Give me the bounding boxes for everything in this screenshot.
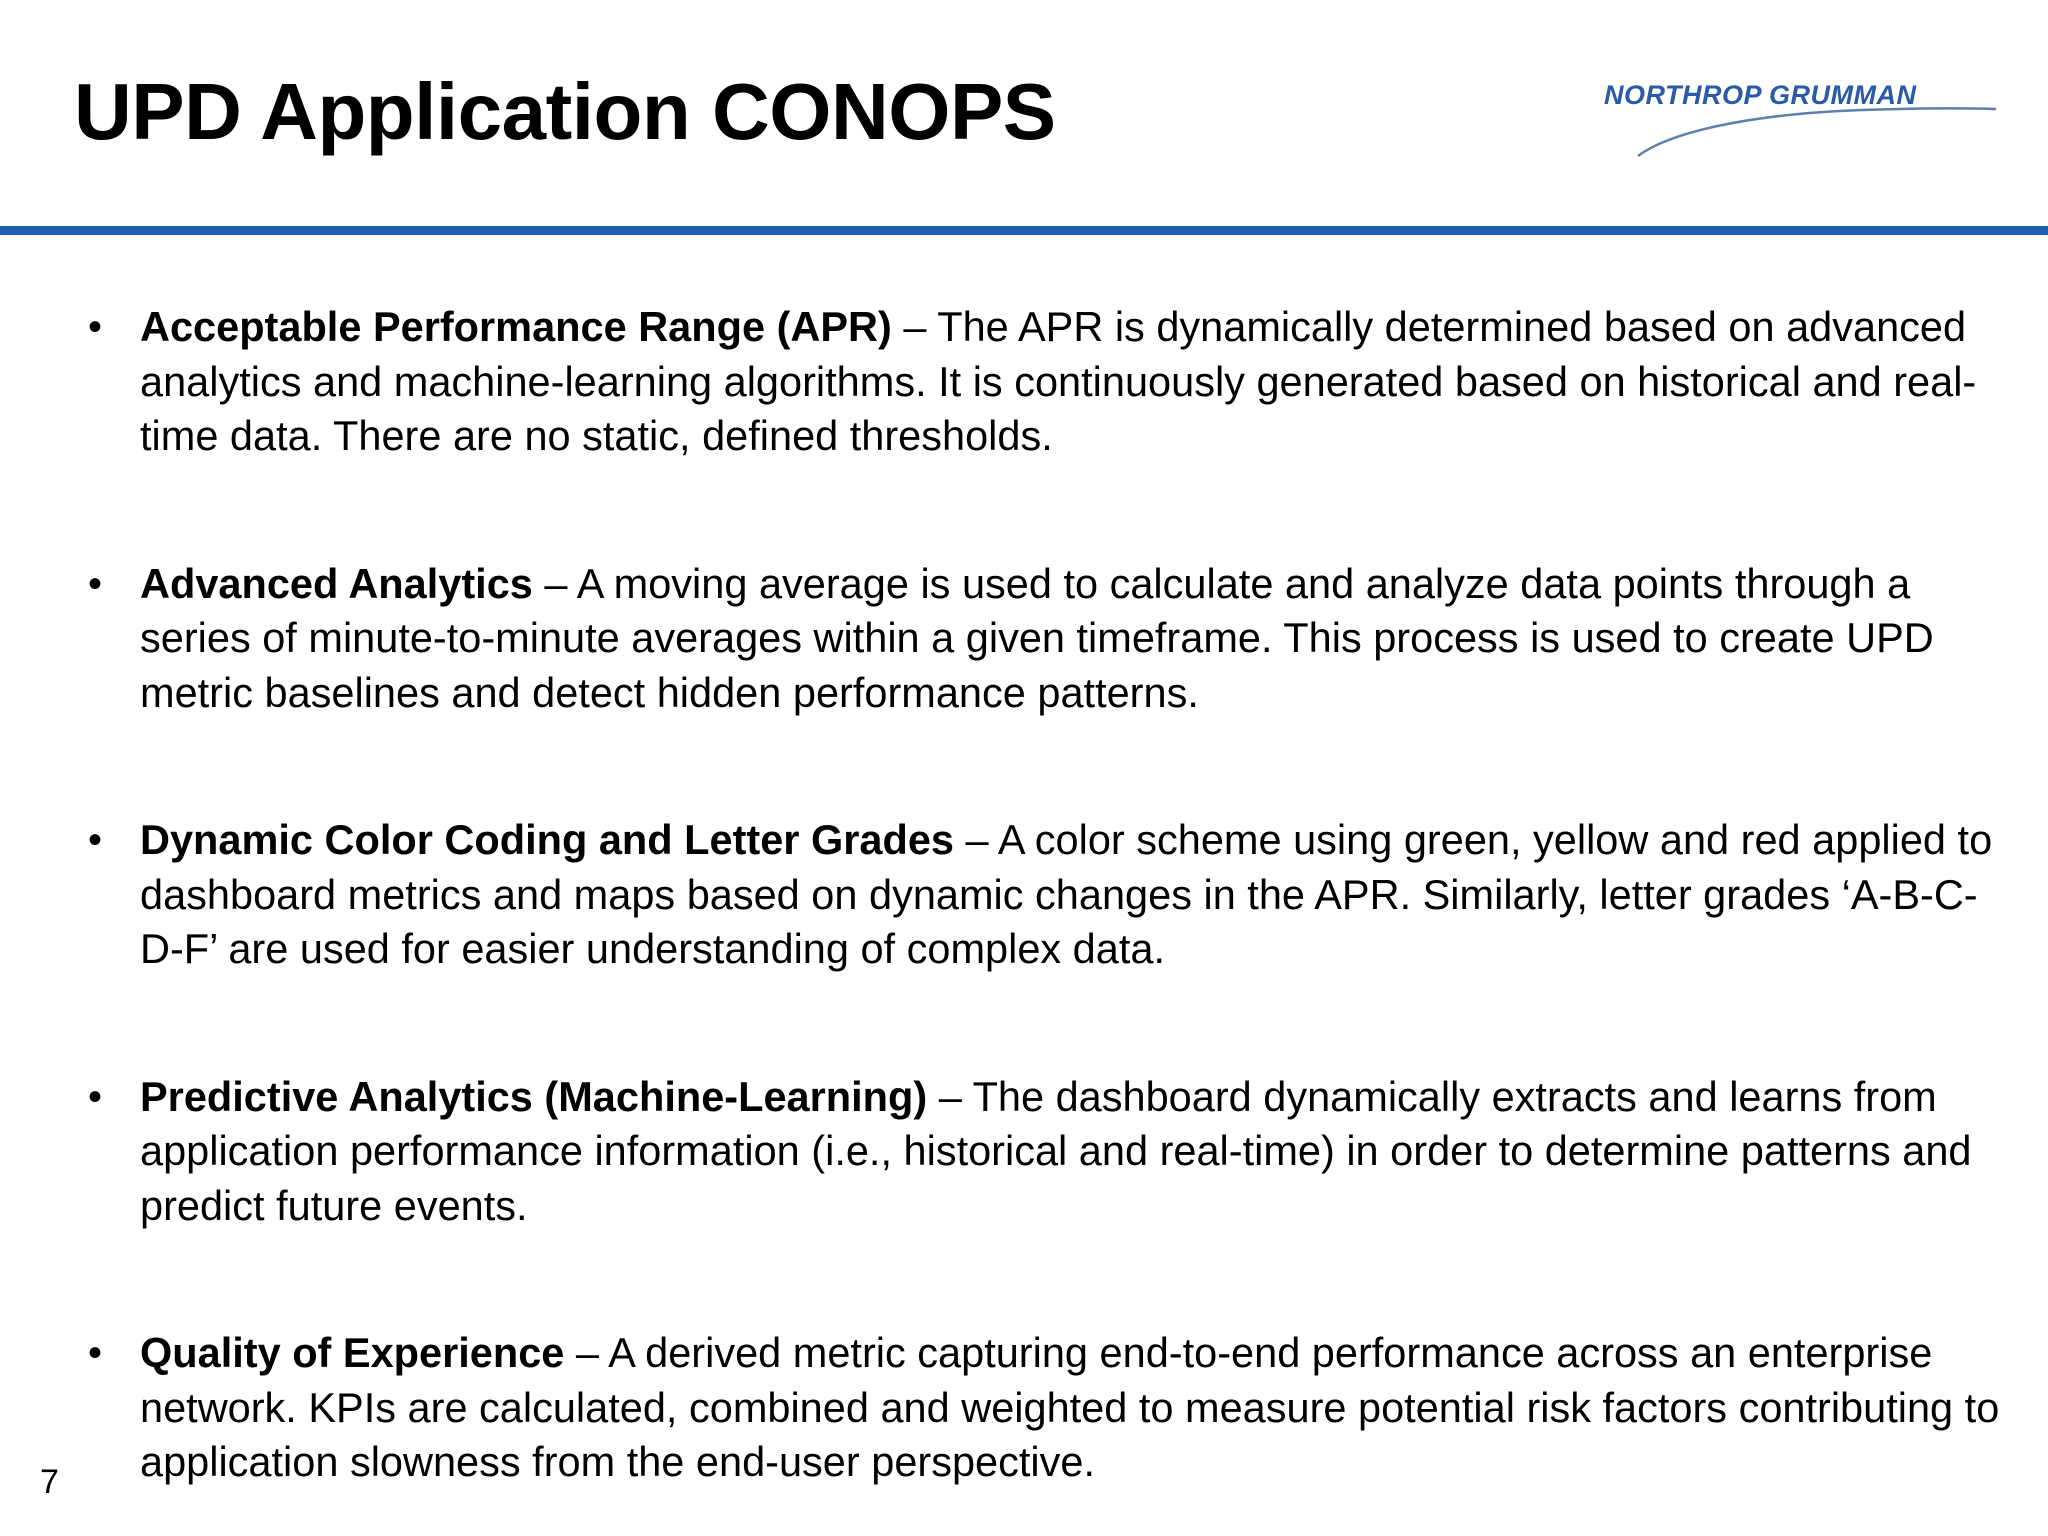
bullet-term: Dynamic Color Coding and Letter Grades	[140, 816, 954, 863]
bullet-body	[140, 1070, 2018, 1234]
bullet-dot-icon: •	[88, 561, 103, 606]
bullet-body	[140, 557, 2018, 721]
bullet-dot-icon: •	[88, 818, 103, 862]
logo-swoosh-icon	[1600, 76, 2000, 160]
bullet-item	[88, 1070, 2018, 1234]
bullet-body	[140, 813, 2018, 977]
bullet-body	[140, 1326, 2018, 1490]
bullet-dot-icon: •	[88, 1074, 103, 1119]
bullet-text: – A derived metric capturing end-to-end performance across an enterprise network. KPIs are calculated, combined and weighted to measure potential risk factors contributing to application slowness from the end-user perspective.	[140, 1329, 2000, 1485]
header-divider	[0, 226, 2048, 235]
bullet-text: – The dashboard dynamically extracts and learns from application performance information (i.e., historical and real-time) in order to determine patterns and predict future events.	[140, 1072, 1972, 1229]
slide-title: UPD Application CONOPS	[74, 67, 1056, 156]
page-number: 7	[40, 1463, 59, 1501]
bullet-text: – A color scheme using green, yellow and red applied to dashboard metrics and maps based on dynamic changes in the APR. Similarly, letter grades ‘A-B-C-D-F’ are used for easier understanding of complex data.	[140, 816, 1993, 972]
bullet-list	[88, 300, 2018, 1536]
bullet-item	[88, 300, 2018, 464]
bullet-text: – The APR is dynamically determined based on advanced analytics and machine-learning algorithms. It is continuously generated based on historical and real-time data. There are no static, defined thresholds.	[140, 303, 1977, 459]
logo-wordmark: NORTHROP GRUMMAN	[1604, 80, 1917, 110]
northrop-grumman-logo	[1600, 76, 2000, 160]
bullet-term: Acceptable Performance Range (APR)	[140, 303, 892, 350]
bullet-dot-icon: •	[88, 1331, 103, 1375]
bullet-text: – A moving average is used to calculate and analyze data points through a series of minute-to-minute averages within a given timeframe. This process is used to create UPD metric baselines and detect hidden performance patterns.	[140, 559, 1934, 716]
bullet-term: Predictive Analytics (Machine-Learning)	[140, 1072, 928, 1120]
bullet-item	[88, 813, 2018, 977]
bullet-item	[88, 1326, 2018, 1490]
bullet-dot-icon: •	[88, 305, 103, 349]
bullet-term: Quality of Experience	[140, 1329, 565, 1376]
bullet-item	[88, 557, 2018, 721]
bullet-body	[140, 300, 2018, 464]
bullet-term: Advanced Analytics	[140, 559, 533, 607]
